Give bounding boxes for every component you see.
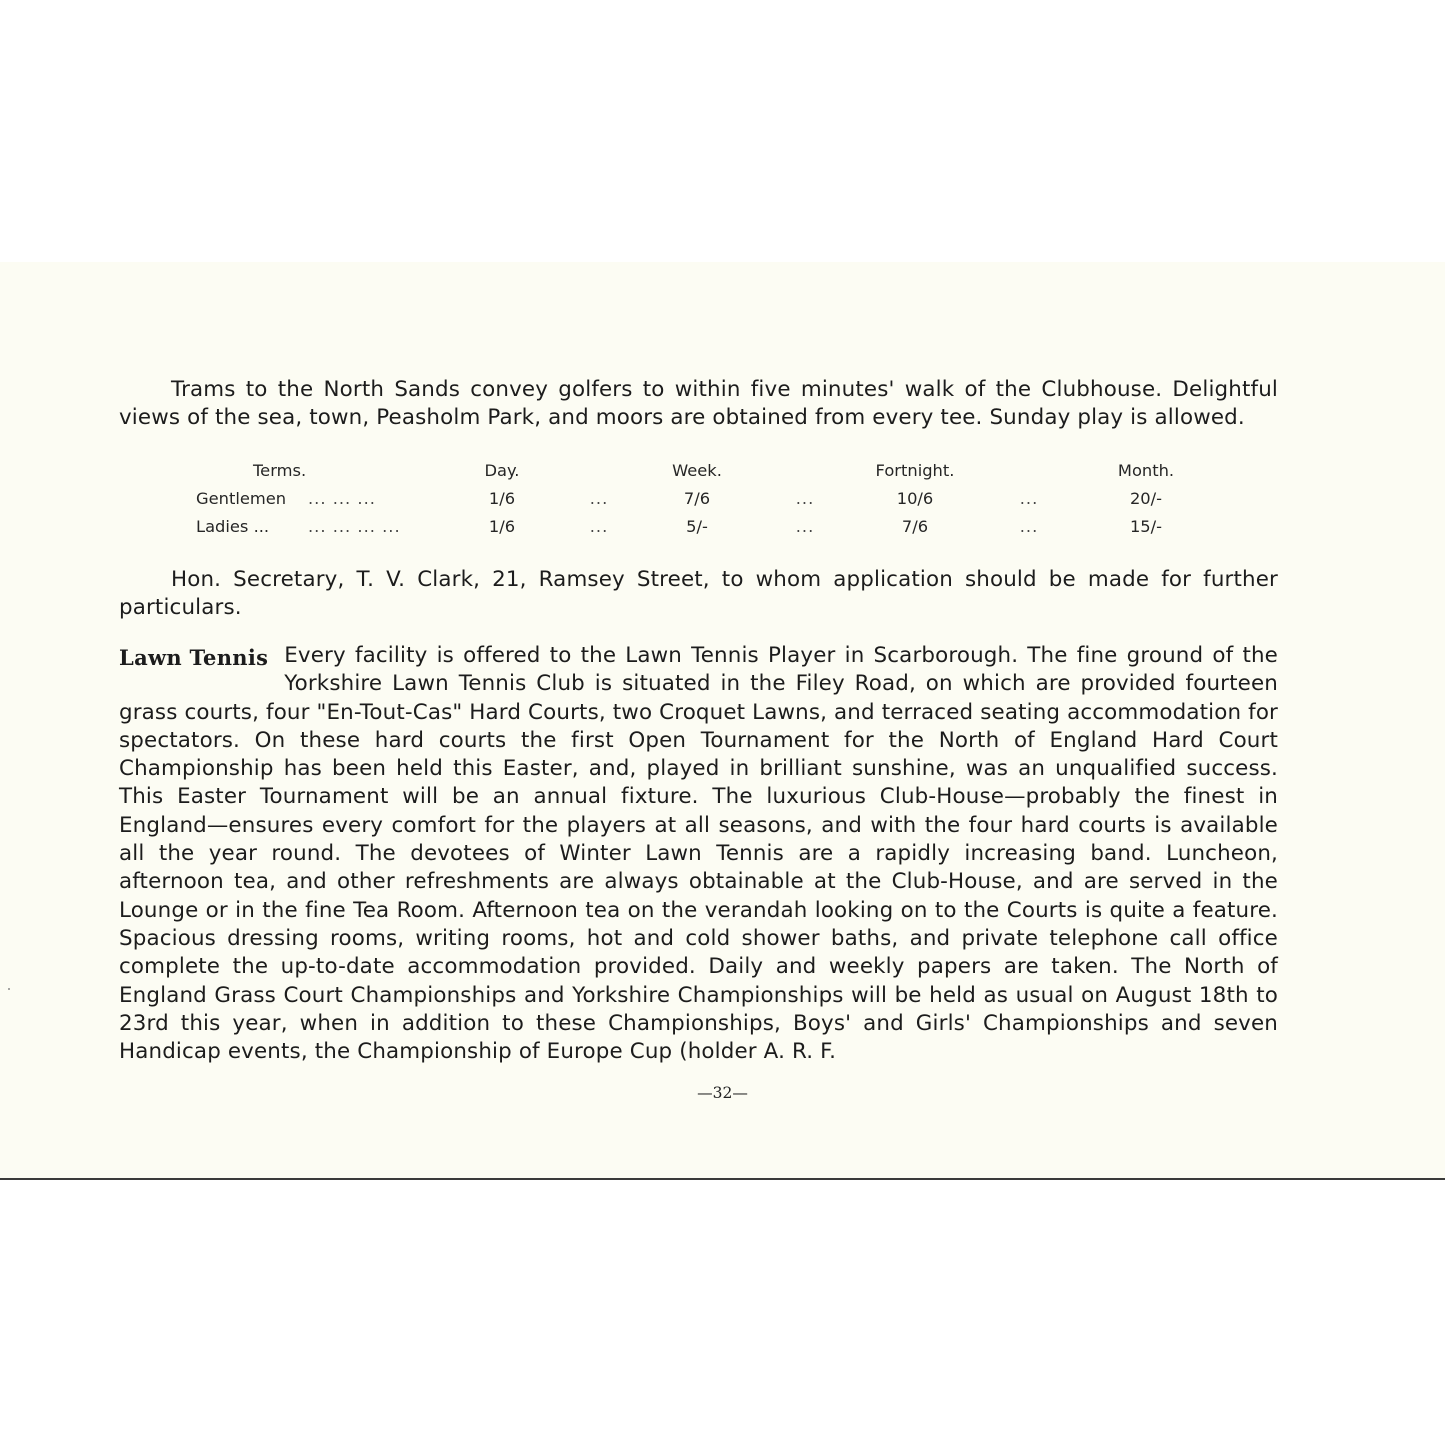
fortnight-value: 10/6 <box>896 488 934 508</box>
week-value: 7/6 <box>683 488 711 508</box>
booklet-page <box>0 262 1445 1180</box>
lawn-tennis-heading: Lawn Tennis <box>119 645 269 670</box>
golf-trams-paragraph: Trams to the North Sands convey golfers to within five minutes' walk of the Clubhouse. Delightful views of the sea, town, Peasholm Park, and moors are obtained from every tee. Sunday play is allowed. <box>119 377 1278 431</box>
day-value: 1/6 <box>488 488 516 508</box>
row-label: Gentlemen <box>196 488 287 508</box>
day-value: 1/6 <box>488 517 516 537</box>
fortnight-header: Fortnight. <box>875 460 955 480</box>
hon-secretary-paragraph: Hon. Secretary, T. V. Clark, 21, Ramsey Street, to whom application should be made for further particulars. <box>119 567 1278 621</box>
table-row <box>196 513 1206 542</box>
fortnight-value: 7/6 <box>901 517 929 537</box>
month-header: Month. <box>1117 460 1175 480</box>
leader-dots: ... <box>589 517 609 537</box>
leader-dots: ... ... ... ... <box>308 517 401 537</box>
leader-dots: ... <box>1019 517 1039 537</box>
week-value: 5/- <box>686 517 708 537</box>
row-label: Ladies ... <box>196 517 270 537</box>
lawn-tennis-section <box>119 642 1278 1066</box>
table-row <box>196 484 1206 513</box>
terms-header: Terms. <box>253 460 307 480</box>
leader-dots: ... <box>795 488 815 508</box>
golf-terms-table <box>196 456 1206 541</box>
terms-table-header-row <box>196 456 1206 484</box>
leader-dots: ... <box>795 517 815 537</box>
paper-speck <box>8 988 10 990</box>
page-number: —32— <box>697 1084 748 1102</box>
leader-dots: ... ... ... <box>308 488 376 508</box>
leader-dots: ... <box>589 488 609 508</box>
week-header: Week. <box>672 460 722 480</box>
lawn-tennis-paragraph: Every facility is offered to the Lawn Tennis Player in Scarborough. The fine ground of the Yorkshire Lawn Tennis Club is situated in the Filey Road, on which are provided fourteen grass courts, four "En-Tout-Cas" Hard Courts, two Croquet Lawns, and terraced seating accommodation for spectators. On these hard courts the first Open Tournament for the North of England Hard Court Championship has been held this Easter, and, played in brilliant sunshine, was an unqualified success. This Easter Tournament will be an annual fixture. The luxurious Club-House—probably the finest in England—ensures every comfort for the players at all seasons, and with the four hard courts is available all the year round. The devotees of Winter Lawn Tennis are a rapidly increasing band. Luncheon, afternoon tea, and other refreshments are always obtainable at the Club-House, and are served in the Lounge or in the fine Tea Room. Afternoon tea on the verandah looking on to the Courts is quite a feature. Spacious dressing rooms, writing rooms, hot and cold shower baths, and private telephone call office complete the up-to-date accommodation provided. Daily and weekly papers are taken. The North of England Grass Court Championships and Yorkshire Championships will be held as usual on August 18th to 23rd this year, when in addition to these Championships, Boys' and Girls' Championships and seven Handicap events, the Championship of Europe Cup (holder A. R. F. <box>119 643 1278 1065</box>
day-header: Day. <box>484 460 520 480</box>
month-value: 20/- <box>1129 488 1163 508</box>
month-value: 15/- <box>1129 517 1163 537</box>
leader-dots: ... <box>1019 488 1039 508</box>
